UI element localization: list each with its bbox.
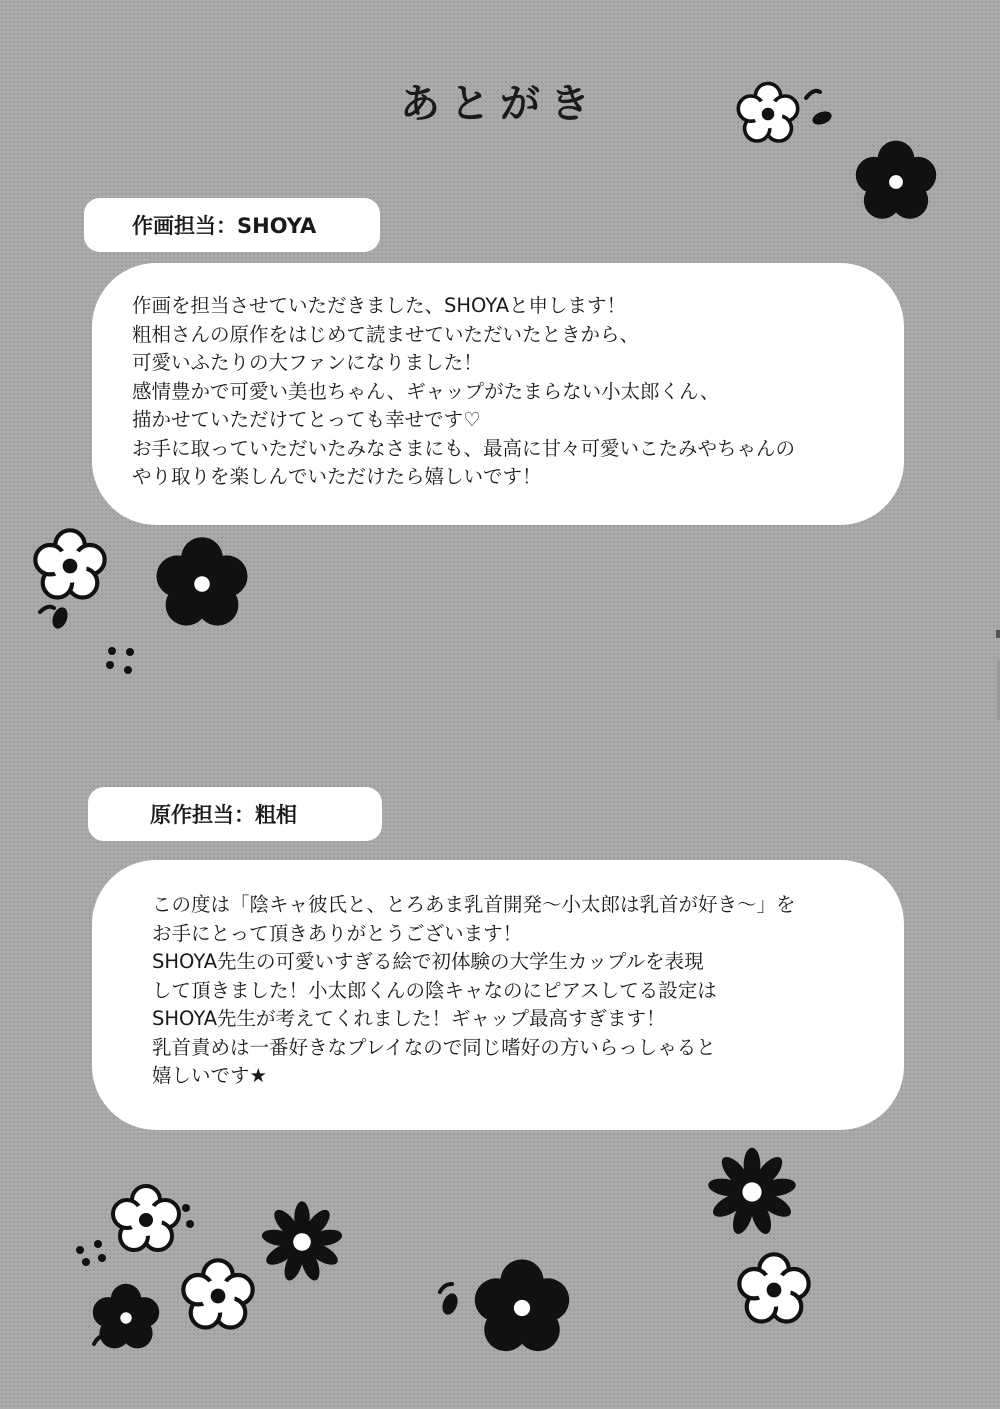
page-edge-marks: [994, 0, 1000, 1409]
text-line: 粗相さんの原作をはじめて読ませていただいたときから、: [132, 322, 640, 346]
page-title: あとがき: [400, 81, 600, 127]
text-line: 嬉しいです★: [152, 1064, 267, 1087]
text-line: お手にとって頂きありがとうございます！: [152, 921, 523, 945]
text-line: SHOYA先生の可愛いすぎる絵で初体験の大学生カップルを表現: [152, 950, 704, 973]
text-line: して頂きました！小太郎くんの陰キャなのにピアスしてる設定は: [152, 978, 717, 1002]
text-line: SHOYA先生が考えてくれました！ギャップ最高すぎます！: [152, 1007, 666, 1030]
text-line: 作画を担当させていただきました、SHOYAと申します！: [132, 294, 627, 317]
artist-credit-label-text: 作画担当：SHOYA: [132, 214, 317, 238]
text-line: 可愛いふたりの大ファンになりました！: [132, 351, 483, 374]
text-line: 描かせていただけてとっても幸せです♡: [132, 408, 481, 431]
author-credit-label-text: 原作担当：粗相: [150, 803, 297, 827]
text-line: 乳首責めは一番好きなプレイなので同じ嗜好の方いらっしゃると: [152, 1035, 716, 1059]
text-line: お手に取っていただいたみなさまにも、最高に甘々可愛いこたみやちゃんの: [132, 436, 796, 460]
text-line: やり取りを楽しんでいただけたら嬉しいです！: [132, 465, 542, 488]
text-line: 感情豊かで可愛い美也ちゃん、ギャップがたまらない小太郎くん、: [132, 379, 720, 403]
text-line: この度は「陰キャ彼氏と、とろあま乳首開発～小太郎は乳首が好き～」を: [152, 893, 796, 916]
